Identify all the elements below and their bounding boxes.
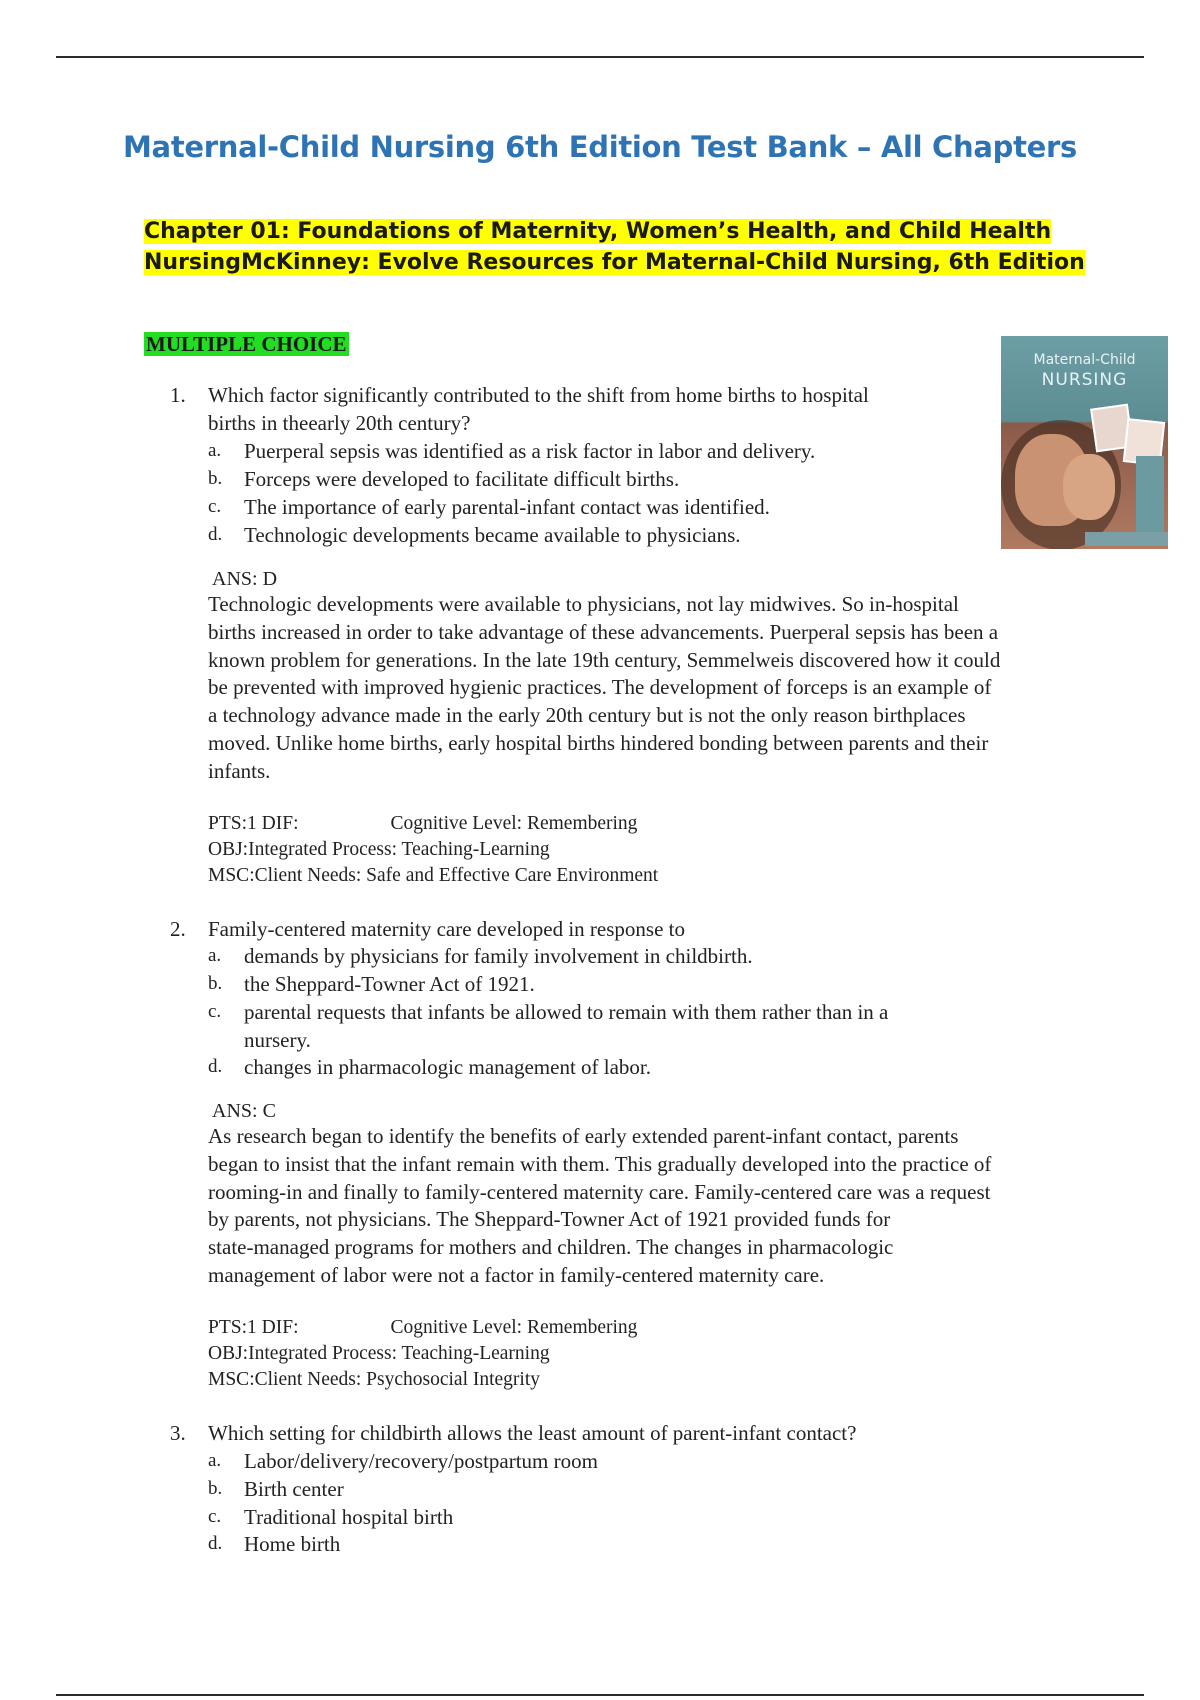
- rationale: [208, 1123, 1128, 1290]
- question-stem-line: births in theearly 20th century?: [208, 411, 471, 435]
- rationale-line: state-managed programs for mothers and children. The changes in pharmacologic: [208, 1235, 894, 1260]
- rationale-line: be prevented with improved hygienic practices. The development of forceps is an example of: [208, 675, 992, 700]
- option-letter: d.: [208, 1056, 223, 1077]
- rationale-line: known problem for generations. In the late 19th century, Semmelweis discovered how it could: [208, 647, 1001, 672]
- option-text: The importance of early parental-infant contact was identified.: [244, 495, 770, 519]
- question-number: 2.: [170, 917, 186, 941]
- question-number: 1.: [170, 383, 186, 407]
- option-letter: a.: [208, 945, 222, 966]
- chapter-line-2: NursingMcKinney: Evolve Resources for Maternal-Child Nursing, 6th Edition: [144, 250, 1085, 275]
- cover-child-face: [1063, 454, 1115, 520]
- option-text: Labor/delivery/recovery/postpartum room: [244, 1449, 598, 1473]
- cognitive-level: Cognitive Level: Remembering: [390, 813, 638, 834]
- answer-key: ANS: C: [212, 1100, 276, 1122]
- cover-author-strip: [1136, 456, 1164, 542]
- option-letter: b.: [208, 468, 223, 489]
- objective: OBJ:Integrated Process: Teaching-Learning: [208, 839, 550, 860]
- option-letter: a.: [208, 440, 222, 461]
- question-stem-line: Family-centered maternity care developed in response to: [208, 917, 685, 941]
- rationale-line: As research began to identify the benefits of early extended parent-infant contact, parents: [208, 1124, 959, 1148]
- option-letter: a.: [208, 1450, 222, 1471]
- top-rule: [56, 56, 1144, 58]
- option-letter: c.: [208, 496, 222, 517]
- cognitive-level: Cognitive Level: Remembering: [390, 1317, 638, 1338]
- rationale-line: infants.: [208, 758, 271, 783]
- pts-dif: PTS:1 DIF:: [208, 1317, 299, 1338]
- rationale-line: moved. Unlike home births, early hospital births hindered bonding between parents and their: [208, 730, 989, 755]
- rationale-line: began to insist that the infant remain with them. This gradually developed into the practice of: [208, 1151, 992, 1176]
- cover-publisher-bar: [1085, 532, 1168, 546]
- option-text: Traditional hospital birth: [244, 1505, 454, 1529]
- book-cover-image: [1001, 336, 1168, 549]
- client-needs: MSC:Client Needs: Safe and Effective Care Environment: [208, 865, 659, 886]
- option-text: Puerperal sepsis was identified as a risk factor in labor and delivery.: [244, 439, 816, 463]
- option-letter: c.: [208, 1001, 222, 1022]
- answer-key: ANS: D: [212, 568, 278, 590]
- objective: OBJ:Integrated Process: Teaching-Learning: [208, 1343, 550, 1364]
- question-metadata: [208, 1315, 637, 1393]
- client-needs: MSC:Client Needs: Psychosocial Integrity: [208, 1369, 541, 1390]
- cover-title-line-1: Maternal-Child: [1033, 352, 1136, 368]
- option-text: Birth center: [244, 1477, 344, 1501]
- chapter-heading: [144, 216, 1104, 278]
- option-text: Home birth: [244, 1532, 341, 1556]
- rationale-line: rooming-in and finally to family-centered maternity care. Family-centered care was a request: [208, 1179, 991, 1204]
- rationale-line: by parents, not physicians. The Sheppard-Towner Act of 1921 provided funds for: [208, 1207, 891, 1232]
- option-text: Technologic developments became available to physicians.: [244, 523, 741, 547]
- rationale-line: management of labor were not a factor in family-centered maternity care.: [208, 1262, 825, 1287]
- section-label: MULTIPLE CHOICE: [146, 332, 347, 356]
- question-stem-line: Which setting for childbirth allows the least amount of parent-infant contact?: [208, 1421, 857, 1445]
- option-letter: d.: [208, 524, 223, 545]
- rationale-line: births increased in order to take advantage of these advancements. Puerperal sepsis has been a: [208, 619, 999, 644]
- question-number: 3.: [170, 1421, 186, 1445]
- question-metadata: [208, 811, 658, 889]
- rationale: [208, 591, 1128, 786]
- chapter-line-1: Chapter 01: Foundations of Maternity, Women’s Health, and Child Health: [144, 219, 1052, 244]
- pts-dif: PTS:1 DIF:: [208, 813, 299, 834]
- cover-title-line-2: NURSING: [1041, 370, 1128, 390]
- option-text: changes in pharmacologic management of labor.: [244, 1055, 652, 1079]
- rationale-line: Technologic developments were available to physicians, not lay midwives. So in-hospital: [208, 592, 959, 616]
- option-letter: b.: [208, 973, 223, 994]
- option-text: nursery.: [244, 1028, 311, 1052]
- option-text: demands by physicians for family involvement in childbirth.: [244, 944, 753, 968]
- bottom-rule: [56, 1694, 1144, 1696]
- option-text: the Sheppard-Towner Act of 1921.: [244, 972, 535, 996]
- cover-title: [1001, 350, 1168, 390]
- option-letter: d.: [208, 1533, 223, 1554]
- question-stem-line: Which factor significantly contributed to the shift from home births to hospital: [208, 383, 869, 407]
- document-title: Maternal-Child Nursing 6th Edition Test Bank – All Chapters: [123, 130, 1077, 164]
- option-text: parental requests that infants be allowed to remain with them rather than in a: [244, 1000, 889, 1024]
- option-letter: b.: [208, 1478, 223, 1499]
- option-text: Forceps were developed to facilitate difficult births.: [244, 467, 680, 491]
- option-letter: c.: [208, 1506, 222, 1527]
- rationale-line: a technology advance made in the early 20th century but is not the only reason birthplaces: [208, 703, 966, 728]
